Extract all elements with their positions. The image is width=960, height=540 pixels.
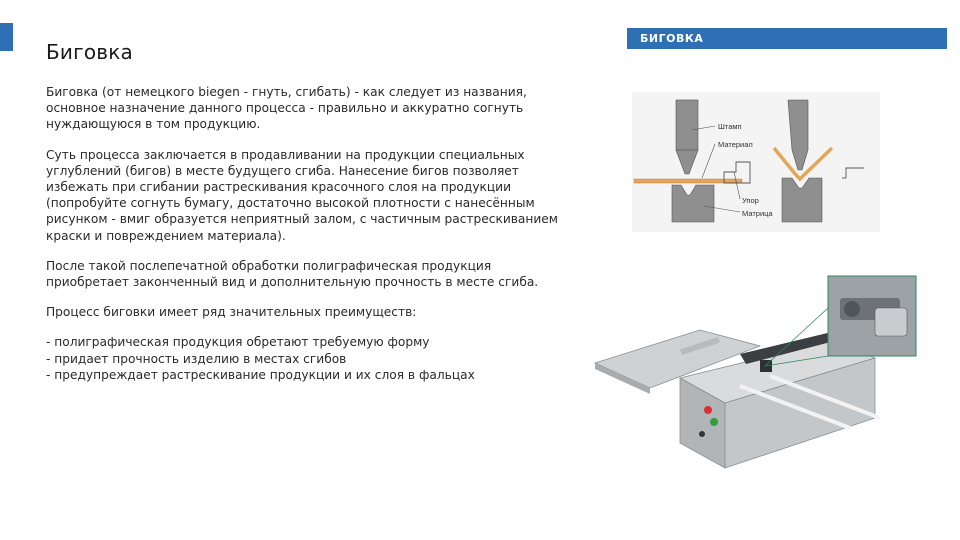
creasing-diagram <box>632 92 880 232</box>
list-item: - полиграфическая продукция обретают требуемую форму <box>46 335 430 350</box>
start-button <box>710 418 718 426</box>
accent-bar <box>0 23 13 51</box>
material-sheet <box>634 179 742 183</box>
paragraph-definition: Биговка (от немецкого biegen - гнуть, сгибать) - как следует из названия, основное назначение данного процесса - правильно и аккуратно согнуть нуждающуюся в том продукцию. <box>46 85 527 132</box>
label-material: Материал <box>718 140 753 149</box>
label-stop: Упор <box>742 196 759 205</box>
stop-button <box>704 406 712 414</box>
body-text <box>46 84 566 383</box>
list-item: - придает прочность изделию в местах сгибов <box>46 351 347 366</box>
label-die: Матрица <box>742 209 773 218</box>
page-title: Биговка <box>46 40 133 64</box>
creasing-machine-illustration <box>590 268 920 478</box>
paragraph-essence: Суть процесса заключается в продавливании на продукции специальных углублений (бигов) в месте будущего сгиба. Нанесение бигов позволяет избежать при сгибании растрескивания красочного слоя на продукции (попробуйте согнуть бумагу, достаточно высокой плотности с нанесённым рисунком - вмиг образуется неприятный залом, с частичным растрескиванием краски и повреждением материала). <box>46 147 558 243</box>
paragraph-advantages-intro: Процесс биговки имеет ряд значительных преимуществ: <box>46 305 417 320</box>
label-punch: Штамп <box>718 122 742 131</box>
section-tag: БИГОВКА <box>627 28 947 49</box>
paragraph-result: После такой послепечатной обработки полиграфическая продукция приобретает законченный вид и дополнительную прочность в месте сгиба. <box>46 258 539 290</box>
list-item: - предупреждает растрескивание продукции и их слоя в фальцах <box>46 367 475 382</box>
advantages-list <box>46 334 566 383</box>
